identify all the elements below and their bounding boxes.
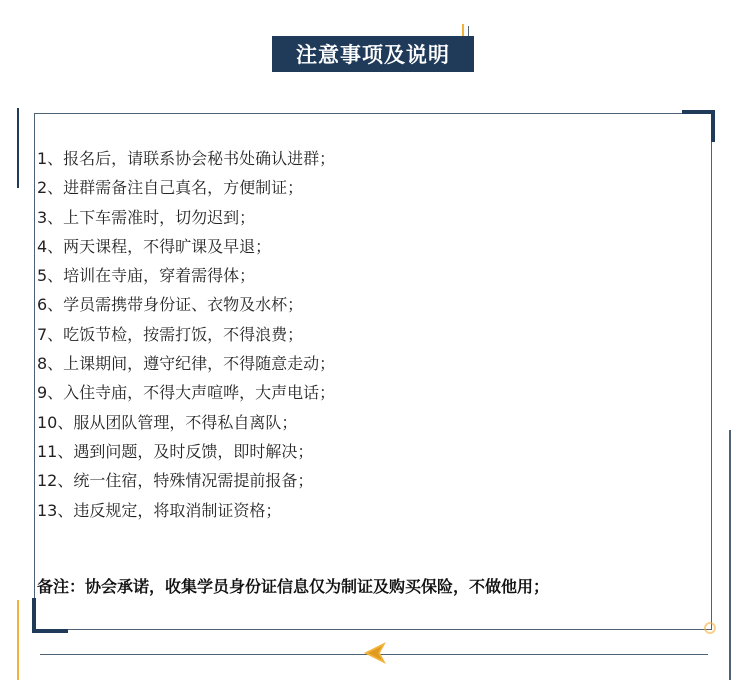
remark-note: 备注：协会承诺，收集学员身份证信息仅为制证及购买保险，不做他用； xyxy=(37,577,550,596)
notice-item: 5、培训在寺庙，穿着需得体； xyxy=(37,266,256,286)
notice-item: 9、入住寺庙，不得大声喧哗，大声电话； xyxy=(37,383,336,403)
arrow-ornament-icon xyxy=(362,640,388,666)
notice-item: 13、违反规定，将取消制证资格； xyxy=(37,500,282,520)
circle-ornament xyxy=(704,622,716,634)
left-edge-line xyxy=(17,108,19,188)
frame-corner-top-right xyxy=(682,110,714,114)
page-title: 注意事项及说明 xyxy=(272,36,474,72)
right-edge-line xyxy=(729,430,731,680)
frame-corner-bottom-left-vertical xyxy=(32,598,36,633)
notice-item: 7、吃饭节检，按需打饭，不得浪费； xyxy=(37,324,304,344)
left-edge-line-lower xyxy=(17,600,19,680)
notice-item: 2、进群需备注自己真名，方便制证； xyxy=(37,178,304,198)
frame-corner-top-right-vertical xyxy=(711,110,715,142)
notice-item: 4、两天课程，不得旷课及早退； xyxy=(37,236,272,256)
notice-item: 1、报名后，请联系协会秘书处确认进群； xyxy=(37,149,336,168)
notice-item: 10、服从团队管理，不得私自离队； xyxy=(37,412,298,432)
notice-item: 11、遇到问题，及时反馈，即时解决； xyxy=(37,441,314,461)
frame-corner-bottom-left xyxy=(32,629,68,633)
notice-item: 12、统一住宿，特殊情况需提前报备； xyxy=(37,471,314,491)
notice-item: 8、上课期间，遵守纪律，不得随意走动； xyxy=(37,354,336,374)
notice-item: 3、上下车需准时，切勿迟到； xyxy=(37,207,256,227)
notice-item: 6、学员需携带身份证、衣物及水杯； xyxy=(37,295,304,315)
notice-list xyxy=(37,144,335,525)
